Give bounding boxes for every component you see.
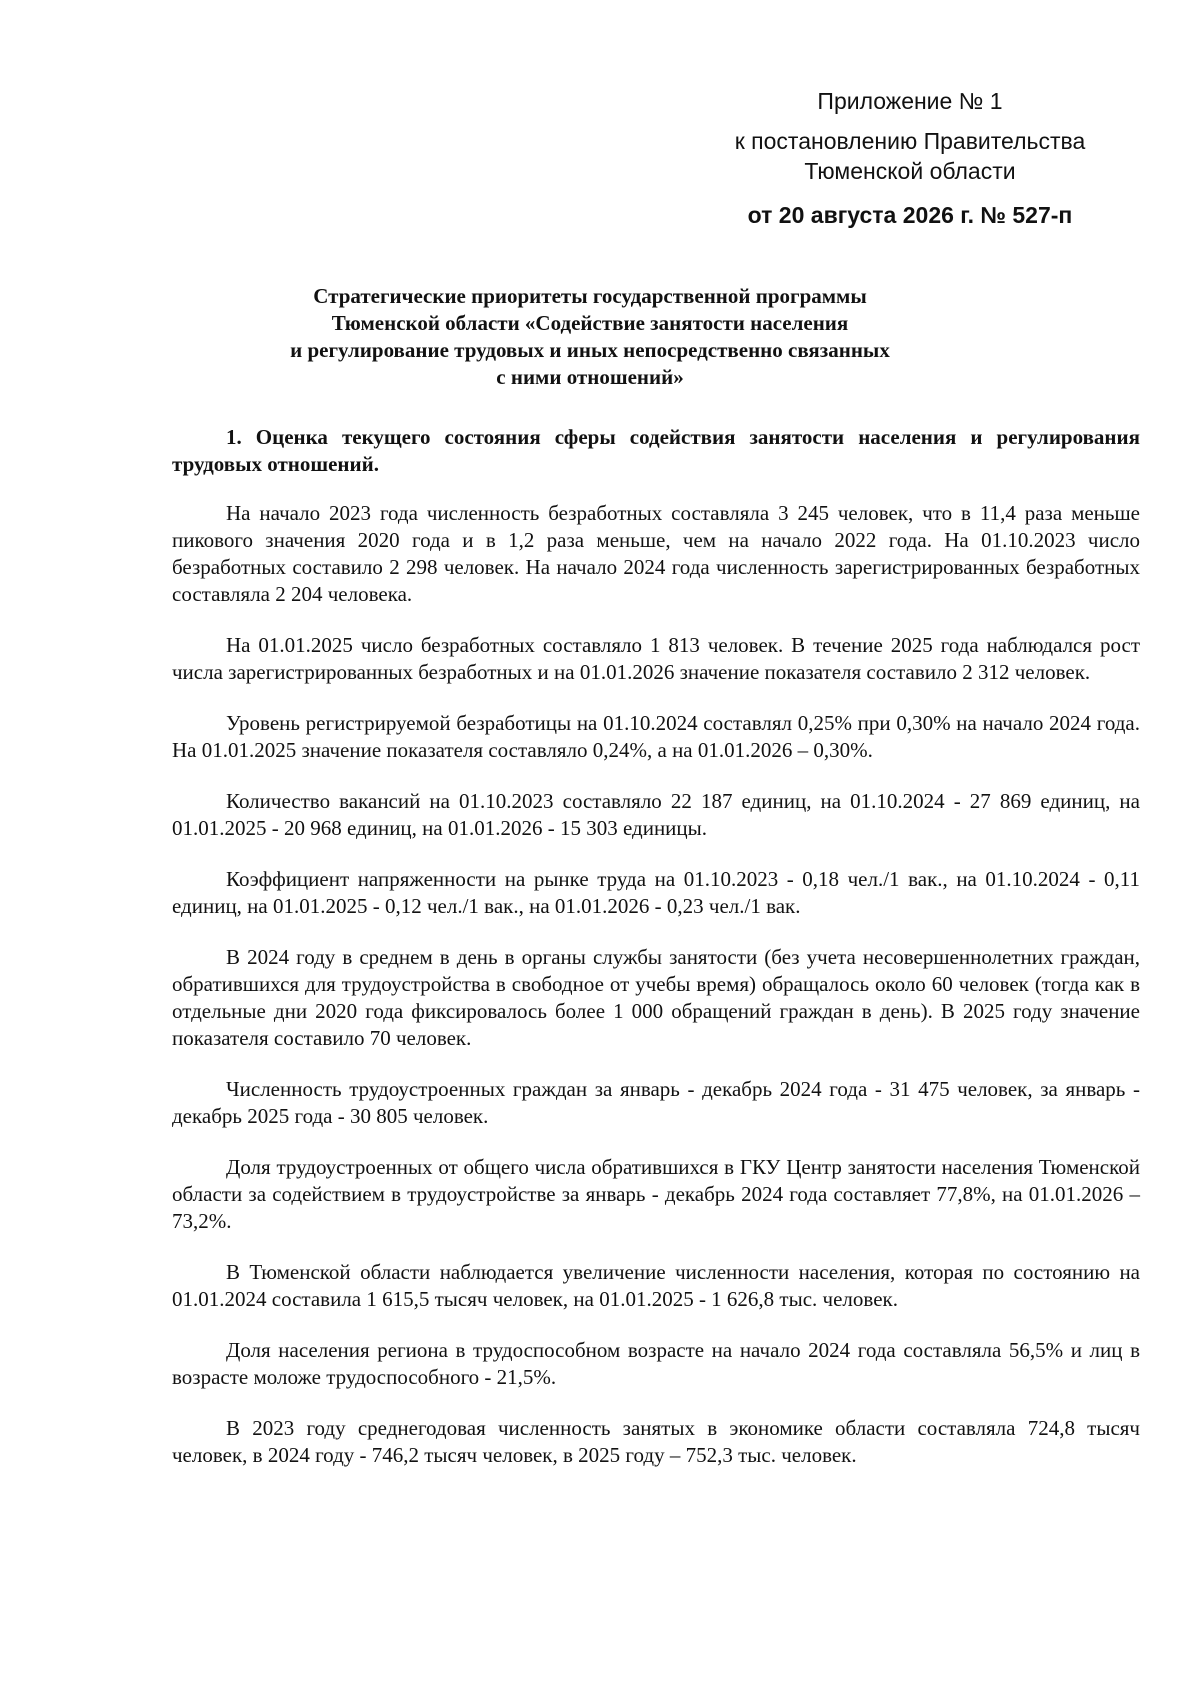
paragraph: Количество вакансий на 01.10.2023 составляло 22 187 единиц, на 01.10.2024 - 27 869 единиц, на 01.01.2025 - 20 968 единиц, на 01.01.2026 - 15 303 единицы. xyxy=(172,789,1140,840)
paragraph: В Тюменской области наблюдается увеличение численности населения, которая по состоянию на 01.01.2024 составила 1 615,5 тысяч человек, на 01.01.2025 - 1 626,8 тыс. человек. xyxy=(172,1260,1140,1311)
paragraph: На 01.01.2025 число безработных составляло 1 813 человек. В течение 2025 года наблюдался рост числа зарегистрированных безработных и на 01.01.2026 значение показателя составило 2 312 человек. xyxy=(172,633,1140,684)
heading-line: с ними отношений» xyxy=(496,365,684,389)
heading-line: и регулирование трудовых и иных непосредственно связанных xyxy=(290,338,890,362)
paragraph: В 2023 году среднегодовая численность занятых в экономике области составляла 724,8 тысяч человек, в 2024 году - 746,2 тысяч человек, в 2025 году – 752,3 тыс. человек. xyxy=(172,1416,1140,1467)
heading-line: Стратегические приоритеты государственной программы xyxy=(313,284,867,308)
appendix-region: Тюменской области xyxy=(804,158,1016,184)
paragraph: Доля трудоустроенных от общего числа обратившихся в ГКУ Центр занятости населения Тюменской области за содействием в трудоустройстве за январь - декабрь 2024 года составляет 77,8%, на 01.01.2026 – 73,2%. xyxy=(172,1155,1140,1233)
paragraph: В 2024 году в среднем в день в органы службы занятости (без учета несовершеннолетних граждан, обратившихся для трудоустройства в свободное от учебы время) обращалось около 60 человек (тогда как в отдельные дни 2020 года фиксировалось более 1 000 обращений граждан в день). В 2025 году значение показателя составило 70 человек. xyxy=(172,945,1140,1050)
paragraph: Уровень регистрируемой безработицы на 01.10.2024 составлял 0,25% при 0,30% на начало 2024 года. На 01.01.2025 значение показателя составляло 0,24%, а на 01.01.2026 – 0,30%. xyxy=(172,711,1140,762)
appendix-title: Приложение № 1 xyxy=(817,88,1003,114)
paragraph: Коэффициент напряженности на рынке труда на 01.10.2023 - 0,18 чел./1 вак., на 01.10.2024 - 0,11 единиц, на 01.01.2025 - 0,12 чел./1 вак., на 01.01.2026 - 0,23 чел./1 вак. xyxy=(172,867,1140,918)
paragraph: На начало 2023 года численность безработных составляла 3 245 человек, что в 11,4 раза меньше пикового значения 2020 года и в 1,2 раза меньше, чем на начало 2022 года. На 01.10.2023 число безработных составило 2 298 человек. На начало 2024 года численность зарегистрированных безработных составляла 2 204 человека. xyxy=(172,501,1140,606)
document-body xyxy=(172,424,1140,1493)
document-heading xyxy=(170,283,1010,391)
paragraph: Доля населения региона в трудоспособном возрасте на начало 2024 года составляла 56,5% и лиц в возрасте моложе трудоспособного - 21,5%. xyxy=(172,1338,1140,1389)
heading-line: Тюменской области «Содействие занятости населения xyxy=(331,311,849,335)
appendix-date-number: от 20 августа 2026 г. № 527-п xyxy=(747,202,1073,228)
section-title: 1. Оценка текущего состояния сферы содействия занятости населения и регулирования трудовых отношений. xyxy=(172,425,1140,476)
appendix-resolution-ref: к постановлению Правительства xyxy=(734,128,1086,154)
paragraph: Численность трудоустроенных граждан за январь - декабрь 2024 года - 31 475 человек, за январь - декабрь 2025 года - 30 805 человек. xyxy=(172,1077,1140,1128)
